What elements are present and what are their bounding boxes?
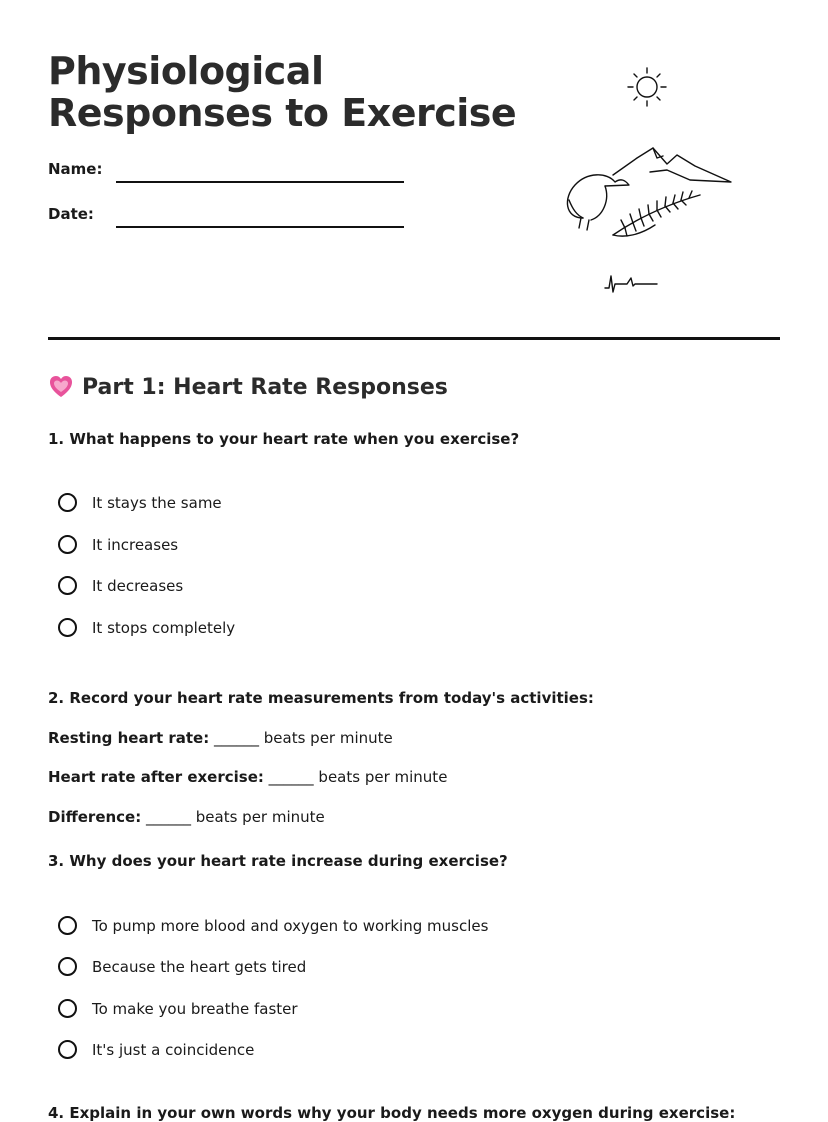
- record-label: Difference:: [48, 808, 142, 826]
- mountains-icon: [613, 148, 731, 182]
- radio-button[interactable]: [58, 535, 77, 554]
- option-label: It stays the same: [92, 493, 222, 512]
- date-field[interactable]: [116, 226, 404, 228]
- part1-heading: [48, 374, 448, 400]
- heart-icon: [48, 374, 74, 400]
- option-label: It decreases: [92, 576, 184, 595]
- q1-option-2[interactable]: [58, 535, 178, 554]
- q1-option-3[interactable]: [58, 576, 183, 595]
- nz-landscape-illustration: [555, 60, 745, 305]
- option-label: To make you breathe faster: [92, 999, 298, 1018]
- option-label: It increases: [92, 535, 179, 554]
- kiwi-bird-icon: [567, 175, 629, 230]
- radio-button[interactable]: [58, 618, 77, 637]
- difference-row[interactable]: [48, 808, 325, 826]
- q3-option-1[interactable]: [58, 916, 488, 935]
- q3-option-4[interactable]: [58, 1040, 254, 1059]
- after-exercise-heart-rate-row[interactable]: [48, 768, 447, 786]
- name-field[interactable]: [116, 181, 404, 183]
- record-blank: ______ beats per minute: [141, 808, 325, 826]
- option-label: To pump more blood and oxygen to working muscles: [92, 916, 489, 935]
- fern-icon: [613, 191, 700, 236]
- radio-button[interactable]: [58, 999, 77, 1018]
- radio-button[interactable]: [58, 1040, 77, 1059]
- radio-button[interactable]: [58, 493, 77, 512]
- part1-title: Part 1: Heart Rate Responses: [82, 374, 448, 400]
- page-title: Physiological Responses to Exercise: [48, 49, 517, 135]
- option-label: It stops completely: [92, 618, 236, 637]
- q3-option-3[interactable]: [58, 999, 298, 1018]
- q1-option-4[interactable]: [58, 618, 235, 637]
- date-label: Date:: [48, 205, 94, 223]
- record-label: Heart rate after exercise:: [48, 768, 264, 786]
- sun-icon: [628, 68, 666, 106]
- resting-heart-rate-row[interactable]: [48, 729, 393, 747]
- question-4: 4. Explain in your own words why your body needs more oxygen during exercise:: [48, 1104, 736, 1122]
- question-2: 2. Record your heart rate measurements from today's activities:: [48, 689, 594, 707]
- option-label: Because the heart gets tired: [92, 957, 307, 976]
- q3-option-2[interactable]: [58, 957, 306, 976]
- q1-option-1[interactable]: [58, 493, 222, 512]
- header-divider: [48, 337, 780, 340]
- name-label: Name:: [48, 160, 103, 178]
- heartbeat-line-icon: [605, 276, 657, 292]
- record-blank: ______ beats per minute: [209, 729, 393, 747]
- radio-button[interactable]: [58, 916, 77, 935]
- radio-button[interactable]: [58, 576, 77, 595]
- radio-button[interactable]: [58, 957, 77, 976]
- option-label: It's just a coincidence: [92, 1040, 255, 1059]
- record-label: Resting heart rate:: [48, 729, 210, 747]
- question-1: 1. What happens to your heart rate when you exercise?: [48, 430, 520, 448]
- question-3: 3. Why does your heart rate increase during exercise?: [48, 852, 508, 870]
- record-blank: ______ beats per minute: [263, 768, 448, 786]
